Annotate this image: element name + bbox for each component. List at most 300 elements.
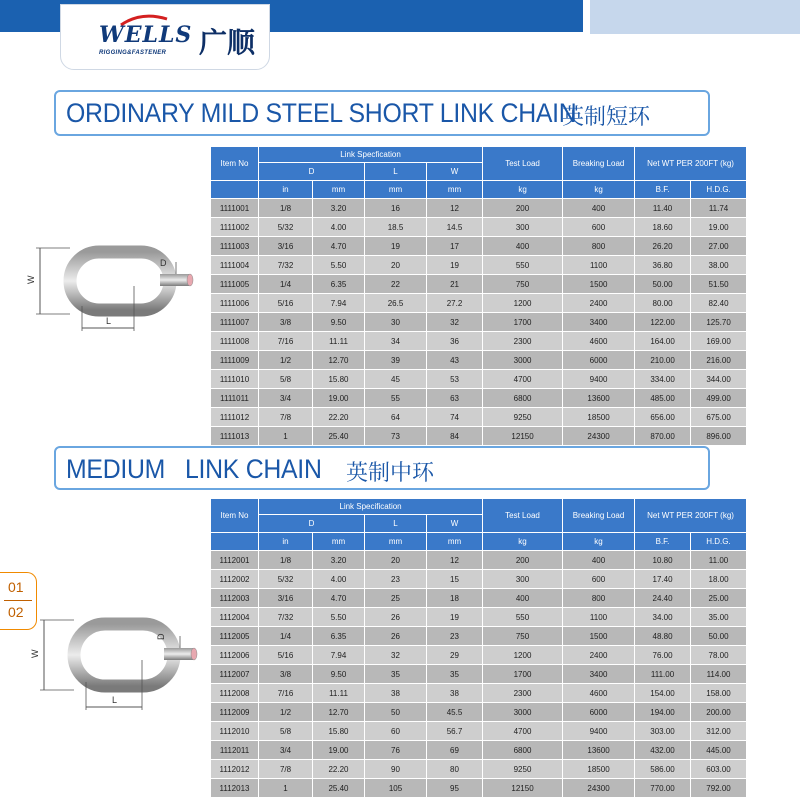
header-unit-in: in: [259, 533, 313, 551]
cell-test-load-kg: 1700: [483, 313, 563, 332]
table-row: [211, 684, 747, 703]
cell-length-mm: 38: [365, 684, 427, 703]
cell-diameter-mm: 6.35: [313, 275, 365, 294]
cell-weight-hdg: 344.00: [691, 370, 747, 389]
cell-diameter-mm: 7.94: [313, 646, 365, 665]
page-number-current: 01: [8, 579, 24, 595]
section-title-chinese: 英制中环: [346, 460, 435, 485]
cell-item-no: 1112010: [211, 722, 259, 741]
cell-weight-bf: 334.00: [635, 370, 691, 389]
cell-item-no: 1112013: [211, 779, 259, 798]
cell-weight-hdg: 27.00: [691, 237, 747, 256]
header-d: D: [259, 163, 365, 181]
page-number-divider: [4, 600, 32, 601]
spec-table-medium-link: [210, 498, 747, 798]
header-item-no: Item No: [211, 499, 259, 533]
cell-length-mm: 35: [365, 665, 427, 684]
cell-item-no: 1111001: [211, 199, 259, 218]
cell-weight-hdg: 792.00: [691, 779, 747, 798]
cell-width-mm: 19: [427, 256, 483, 275]
dimension-d-label: D: [156, 633, 166, 640]
cell-length-mm: 60: [365, 722, 427, 741]
header-breaking-load: Breaking Load: [563, 147, 635, 181]
cell-test-load-kg: 200: [483, 551, 563, 570]
dimension-l-label: L: [106, 316, 112, 326]
header-unit-hdg: H.D.G.: [691, 533, 747, 551]
cell-diameter-mm: 22.20: [313, 408, 365, 427]
cell-diameter-mm: 15.80: [313, 370, 365, 389]
logo-chinese-name: 广顺: [199, 27, 256, 58]
cell-test-load-kg: 200: [483, 199, 563, 218]
header-test-load: Test Load: [483, 147, 563, 181]
cell-size-in: 3/8: [259, 665, 313, 684]
cell-breaking-load-kg: 600: [563, 570, 635, 589]
table-row: [211, 389, 747, 408]
cell-test-load-kg: 1700: [483, 665, 563, 684]
cell-item-no: 1112004: [211, 608, 259, 627]
cell-diameter-mm: 6.35: [313, 627, 365, 646]
cell-diameter-mm: 4.70: [313, 237, 365, 256]
cell-size-in: 5/8: [259, 722, 313, 741]
header-unit-mm: mm: [313, 181, 365, 199]
table-row: [211, 760, 747, 779]
brand-logo: [60, 4, 270, 70]
cell-weight-bf: 122.00: [635, 313, 691, 332]
cell-test-load-kg: 4700: [483, 370, 563, 389]
cell-size-in: 3/16: [259, 589, 313, 608]
cell-weight-hdg: 158.00: [691, 684, 747, 703]
cell-diameter-mm: 5.50: [313, 608, 365, 627]
cell-breaking-load-kg: 18500: [563, 408, 635, 427]
cell-diameter-mm: 11.11: [313, 684, 365, 703]
cell-length-mm: 19: [365, 237, 427, 256]
cell-width-mm: 45.5: [427, 703, 483, 722]
cell-diameter-mm: 4.00: [313, 218, 365, 237]
cell-weight-hdg: 200.00: [691, 703, 747, 722]
cell-item-no: 1111006: [211, 294, 259, 313]
dimension-d-label: D: [160, 258, 167, 268]
cell-item-no: 1111008: [211, 332, 259, 351]
cell-weight-bf: 770.00: [635, 779, 691, 798]
cell-weight-bf: 34.00: [635, 608, 691, 627]
cell-width-mm: 14.5: [427, 218, 483, 237]
section-title-english: ORDINARY MILD STEEL SHORT LINK CHAIN: [66, 98, 577, 128]
cell-breaking-load-kg: 3400: [563, 665, 635, 684]
cell-diameter-mm: 12.70: [313, 351, 365, 370]
table-row: [211, 608, 747, 627]
cell-width-mm: 32: [427, 313, 483, 332]
cell-size-in: 5/8: [259, 370, 313, 389]
cell-length-mm: 55: [365, 389, 427, 408]
cell-weight-bf: 870.00: [635, 427, 691, 446]
cell-size-in: 1/8: [259, 551, 313, 570]
cell-test-load-kg: 12150: [483, 779, 563, 798]
cell-length-mm: 26: [365, 627, 427, 646]
header-link-spec: Link Specification: [259, 499, 483, 515]
cell-breaking-load-kg: 24300: [563, 427, 635, 446]
table-row: [211, 646, 747, 665]
cell-size-in: 3/4: [259, 389, 313, 408]
header-net-wt: Net WT PER 200FT (kg): [635, 147, 747, 181]
cell-size-in: 7/8: [259, 760, 313, 779]
table-row: [211, 256, 747, 275]
cell-weight-hdg: 25.00: [691, 589, 747, 608]
cell-diameter-mm: 4.00: [313, 570, 365, 589]
cell-test-load-kg: 4700: [483, 722, 563, 741]
cell-length-mm: 26.5: [365, 294, 427, 313]
cell-width-mm: 29: [427, 646, 483, 665]
cell-breaking-load-kg: 13600: [563, 741, 635, 760]
cell-size-in: 7/32: [259, 608, 313, 627]
cell-diameter-mm: 19.00: [313, 741, 365, 760]
table-row: [211, 237, 747, 256]
dimension-w-label: W: [30, 649, 40, 658]
cell-size-in: 1: [259, 427, 313, 446]
table-row: [211, 703, 747, 722]
cell-length-mm: 34: [365, 332, 427, 351]
cell-breaking-load-kg: 1100: [563, 608, 635, 627]
cell-diameter-mm: 25.40: [313, 779, 365, 798]
cell-item-no: 1111007: [211, 313, 259, 332]
page-number-next: 02: [8, 604, 24, 620]
cell-length-mm: 73: [365, 427, 427, 446]
cell-item-no: 1111004: [211, 256, 259, 275]
cell-weight-hdg: 603.00: [691, 760, 747, 779]
cell-length-mm: 23: [365, 570, 427, 589]
table-row: [211, 313, 747, 332]
cell-weight-bf: 164.00: [635, 332, 691, 351]
cell-item-no: 1111005: [211, 275, 259, 294]
header-l: L: [365, 515, 427, 533]
cell-weight-hdg: 675.00: [691, 408, 747, 427]
cell-item-no: 1112001: [211, 551, 259, 570]
cell-width-mm: 12: [427, 551, 483, 570]
cell-weight-bf: 111.00: [635, 665, 691, 684]
cell-breaking-load-kg: 800: [563, 237, 635, 256]
cell-weight-bf: 303.00: [635, 722, 691, 741]
cell-test-load-kg: 400: [483, 589, 563, 608]
cell-weight-hdg: 169.00: [691, 332, 747, 351]
cell-size-in: 7/32: [259, 256, 313, 275]
table-row: [211, 199, 747, 218]
cell-length-mm: 22: [365, 275, 427, 294]
header-unit-in: in: [259, 181, 313, 199]
cell-weight-bf: 26.20: [635, 237, 691, 256]
cell-width-mm: 74: [427, 408, 483, 427]
cell-diameter-mm: 9.50: [313, 665, 365, 684]
cell-width-mm: 18: [427, 589, 483, 608]
cell-weight-bf: 485.00: [635, 389, 691, 408]
cell-breaking-load-kg: 24300: [563, 779, 635, 798]
cell-weight-hdg: 82.40: [691, 294, 747, 313]
cell-item-no: 1111010: [211, 370, 259, 389]
cell-weight-hdg: 78.00: [691, 646, 747, 665]
cell-test-load-kg: 9250: [483, 760, 563, 779]
header-d: D: [259, 515, 365, 533]
cell-size-in: 3/4: [259, 741, 313, 760]
cell-length-mm: 39: [365, 351, 427, 370]
table-row: [211, 370, 747, 389]
header-unit-kg: kg: [483, 533, 563, 551]
table-row: [211, 779, 747, 798]
cell-diameter-mm: 22.20: [313, 760, 365, 779]
cell-diameter-mm: 3.20: [313, 551, 365, 570]
cell-weight-bf: 48.80: [635, 627, 691, 646]
cell-width-mm: 43: [427, 351, 483, 370]
spec-table-short-link: [210, 146, 747, 446]
cell-size-in: 1/2: [259, 703, 313, 722]
cell-diameter-mm: 5.50: [313, 256, 365, 275]
cell-width-mm: 21: [427, 275, 483, 294]
cell-length-mm: 20: [365, 551, 427, 570]
cell-width-mm: 63: [427, 389, 483, 408]
cell-test-load-kg: 12150: [483, 427, 563, 446]
cell-length-mm: 76: [365, 741, 427, 760]
cell-breaking-load-kg: 400: [563, 199, 635, 218]
cell-test-load-kg: 6800: [483, 389, 563, 408]
cell-length-mm: 30: [365, 313, 427, 332]
cell-item-no: 1112009: [211, 703, 259, 722]
header-breaking-load: Breaking Load: [563, 499, 635, 533]
section-title-medium-link: [54, 446, 710, 490]
cell-breaking-load-kg: 13600: [563, 389, 635, 408]
cell-length-mm: 50: [365, 703, 427, 722]
header-unit-hdg: H.D.G.: [691, 181, 747, 199]
cell-test-load-kg: 550: [483, 608, 563, 627]
table-row: [211, 351, 747, 370]
header-l: L: [365, 163, 427, 181]
cell-width-mm: 36: [427, 332, 483, 351]
cell-breaking-load-kg: 2400: [563, 294, 635, 313]
cell-test-load-kg: 1200: [483, 646, 563, 665]
cell-diameter-mm: 7.94: [313, 294, 365, 313]
cell-test-load-kg: 300: [483, 218, 563, 237]
cell-weight-hdg: 216.00: [691, 351, 747, 370]
table-row: [211, 275, 747, 294]
cell-diameter-mm: 9.50: [313, 313, 365, 332]
cell-width-mm: 19: [427, 608, 483, 627]
cell-length-mm: 90: [365, 760, 427, 779]
cell-item-no: 1112002: [211, 570, 259, 589]
cell-length-mm: 32: [365, 646, 427, 665]
cell-test-load-kg: 9250: [483, 408, 563, 427]
dimension-l-label: L: [112, 695, 118, 705]
cell-weight-hdg: 896.00: [691, 427, 747, 446]
table-row: [211, 294, 747, 313]
header-unit-mm: mm: [427, 181, 483, 199]
cell-length-mm: 25: [365, 589, 427, 608]
cell-test-load-kg: 750: [483, 627, 563, 646]
cell-size-in: 1/4: [259, 627, 313, 646]
cell-test-load-kg: 750: [483, 275, 563, 294]
section-title-short-link: [54, 90, 710, 136]
cell-length-mm: 20: [365, 256, 427, 275]
header-unit-blank: [211, 533, 259, 551]
cell-length-mm: 64: [365, 408, 427, 427]
cell-breaking-load-kg: 4600: [563, 684, 635, 703]
chain-link-diagram-short: [26, 236, 206, 336]
table-row: [211, 589, 747, 608]
header-unit-blank: [211, 181, 259, 199]
cell-weight-bf: 80.00: [635, 294, 691, 313]
cell-width-mm: 53: [427, 370, 483, 389]
table-row: [211, 332, 747, 351]
cell-breaking-load-kg: 1100: [563, 256, 635, 275]
section-title-chinese: 英制短环: [562, 104, 651, 129]
table-row: [211, 722, 747, 741]
cell-weight-hdg: 51.50: [691, 275, 747, 294]
cell-weight-bf: 10.80: [635, 551, 691, 570]
cell-weight-hdg: 11.74: [691, 199, 747, 218]
cell-size-in: 1: [259, 779, 313, 798]
cell-size-in: 5/16: [259, 294, 313, 313]
cell-diameter-mm: 11.11: [313, 332, 365, 351]
chain-link-diagram-medium: [30, 610, 210, 716]
cell-breaking-load-kg: 9400: [563, 722, 635, 741]
cell-width-mm: 15: [427, 570, 483, 589]
cell-breaking-load-kg: 6000: [563, 703, 635, 722]
cell-size-in: 5/32: [259, 570, 313, 589]
table-row: [211, 741, 747, 760]
cell-test-load-kg: 400: [483, 237, 563, 256]
cell-weight-hdg: 50.00: [691, 627, 747, 646]
header-link-spec: Link Specfication: [259, 147, 483, 163]
header-item-no: Item No: [211, 147, 259, 181]
header-unit-kg: kg: [563, 181, 635, 199]
cell-width-mm: 80: [427, 760, 483, 779]
cell-breaking-load-kg: 3400: [563, 313, 635, 332]
cell-weight-bf: 18.60: [635, 218, 691, 237]
cell-weight-bf: 154.00: [635, 684, 691, 703]
cell-width-mm: 95: [427, 779, 483, 798]
cell-weight-bf: 17.40: [635, 570, 691, 589]
cell-weight-bf: 194.00: [635, 703, 691, 722]
cell-weight-bf: 36.80: [635, 256, 691, 275]
header-unit-mm: mm: [365, 181, 427, 199]
cell-size-in: 5/16: [259, 646, 313, 665]
cell-diameter-mm: 12.70: [313, 703, 365, 722]
header-w: W: [427, 163, 483, 181]
cell-diameter-mm: 4.70: [313, 589, 365, 608]
cell-width-mm: 56.7: [427, 722, 483, 741]
cell-length-mm: 16: [365, 199, 427, 218]
cell-item-no: 1112006: [211, 646, 259, 665]
header-test-load: Test Load: [483, 499, 563, 533]
cell-size-in: 7/16: [259, 684, 313, 703]
cell-test-load-kg: 300: [483, 570, 563, 589]
cell-weight-hdg: 114.00: [691, 665, 747, 684]
cell-item-no: 1112011: [211, 741, 259, 760]
cell-weight-hdg: 38.00: [691, 256, 747, 275]
cell-item-no: 1112003: [211, 589, 259, 608]
cell-weight-hdg: 445.00: [691, 741, 747, 760]
cell-length-mm: 18.5: [365, 218, 427, 237]
table-row: [211, 570, 747, 589]
header-unit-kg: kg: [483, 181, 563, 199]
cell-test-load-kg: 3000: [483, 703, 563, 722]
cell-item-no: 1111009: [211, 351, 259, 370]
cell-item-no: 1111011: [211, 389, 259, 408]
logo-tagline: RIGGING&FASTENER: [99, 50, 167, 56]
logo-wells-text: WELLS: [99, 22, 193, 48]
cell-weight-bf: 586.00: [635, 760, 691, 779]
cell-breaking-load-kg: 4600: [563, 332, 635, 351]
cell-diameter-mm: 25.40: [313, 427, 365, 446]
header-unit-kg: kg: [563, 533, 635, 551]
cell-item-no: 1112012: [211, 760, 259, 779]
header-unit-bf: B.F.: [635, 533, 691, 551]
cell-length-mm: 26: [365, 608, 427, 627]
cell-size-in: 7/16: [259, 332, 313, 351]
cell-size-in: 1/2: [259, 351, 313, 370]
table-row: [211, 627, 747, 646]
cell-size-in: 1/8: [259, 199, 313, 218]
cell-diameter-mm: 3.20: [313, 199, 365, 218]
cell-breaking-load-kg: 400: [563, 551, 635, 570]
table-row: [211, 427, 747, 446]
cell-width-mm: 35: [427, 665, 483, 684]
cell-breaking-load-kg: 9400: [563, 370, 635, 389]
cell-test-load-kg: 550: [483, 256, 563, 275]
cell-diameter-mm: 19.00: [313, 389, 365, 408]
table-row: [211, 665, 747, 684]
cell-item-no: 1112005: [211, 627, 259, 646]
cell-breaking-load-kg: 18500: [563, 760, 635, 779]
cell-weight-bf: 24.40: [635, 589, 691, 608]
cell-breaking-load-kg: 6000: [563, 351, 635, 370]
cell-width-mm: 12: [427, 199, 483, 218]
cell-breaking-load-kg: 600: [563, 218, 635, 237]
table-row: [211, 218, 747, 237]
cell-weight-bf: 656.00: [635, 408, 691, 427]
cell-weight-bf: 210.00: [635, 351, 691, 370]
cell-width-mm: 27.2: [427, 294, 483, 313]
table-row: [211, 551, 747, 570]
dimension-w-label: W: [26, 275, 36, 284]
cell-width-mm: 17: [427, 237, 483, 256]
section-title-english: MEDIUM LINK CHAIN: [66, 454, 322, 484]
cell-width-mm: 84: [427, 427, 483, 446]
cell-width-mm: 38: [427, 684, 483, 703]
cell-length-mm: 105: [365, 779, 427, 798]
cell-size-in: 3/8: [259, 313, 313, 332]
cell-weight-hdg: 312.00: [691, 722, 747, 741]
top-banner-light: [590, 0, 800, 34]
cell-item-no: 1112008: [211, 684, 259, 703]
header-unit-mm: mm: [365, 533, 427, 551]
cell-weight-bf: 11.40: [635, 199, 691, 218]
cell-test-load-kg: 3000: [483, 351, 563, 370]
cell-weight-hdg: 499.00: [691, 389, 747, 408]
cell-breaking-load-kg: 800: [563, 589, 635, 608]
cell-weight-hdg: 35.00: [691, 608, 747, 627]
cell-test-load-kg: 2300: [483, 684, 563, 703]
cell-length-mm: 45: [365, 370, 427, 389]
header-unit-bf: B.F.: [635, 181, 691, 199]
cell-width-mm: 69: [427, 741, 483, 760]
header-unit-mm: mm: [427, 533, 483, 551]
cell-size-in: 1/4: [259, 275, 313, 294]
cell-weight-bf: 50.00: [635, 275, 691, 294]
cell-breaking-load-kg: 1500: [563, 275, 635, 294]
cell-test-load-kg: 2300: [483, 332, 563, 351]
header-w: W: [427, 515, 483, 533]
cell-weight-hdg: 19.00: [691, 218, 747, 237]
cell-test-load-kg: 1200: [483, 294, 563, 313]
cell-item-no: 1111003: [211, 237, 259, 256]
cell-weight-hdg: 18.00: [691, 570, 747, 589]
header-net-wt: Net WT PER 200FT (kg): [635, 499, 747, 533]
